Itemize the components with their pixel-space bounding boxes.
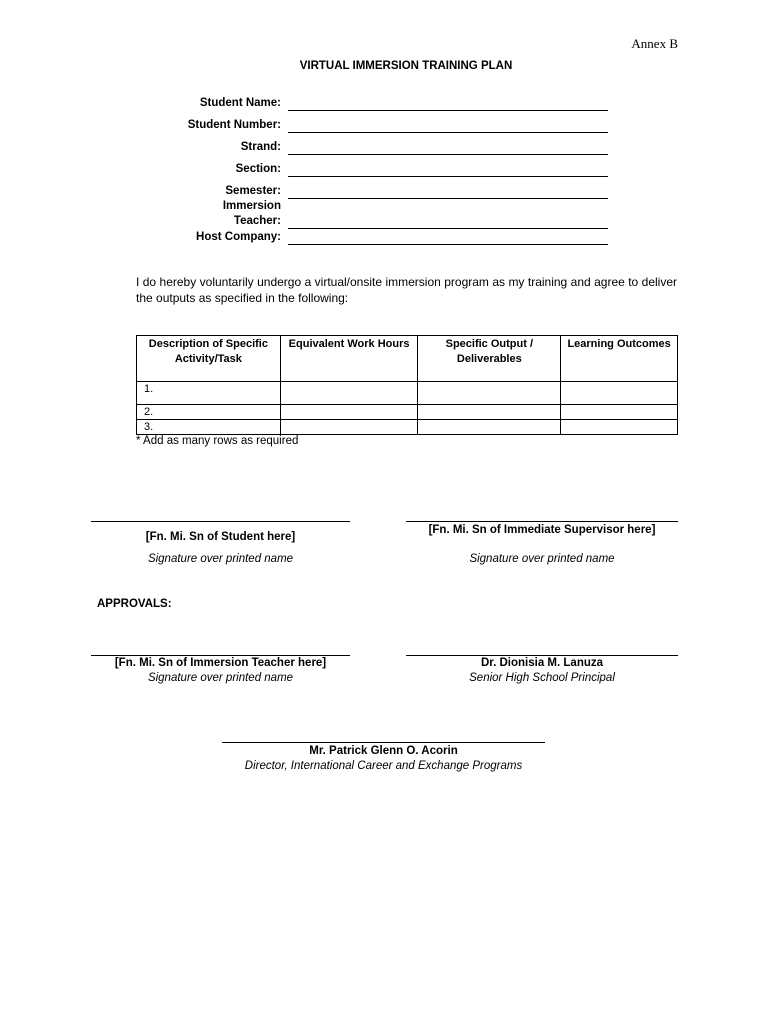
supervisor-signature-line[interactable]	[406, 521, 678, 522]
section-label: Section:	[235, 163, 281, 175]
table-cell[interactable]	[280, 382, 418, 405]
host-company-label: Host Company:	[196, 231, 281, 243]
page-title: VIRTUAL IMMERSION TRAINING PLAN	[299, 60, 513, 72]
semester-label: Semester:	[225, 185, 281, 197]
col-header-outcomes: Learning Outcomes	[561, 336, 678, 382]
row-number: 2.	[137, 405, 281, 420]
section-line[interactable]	[288, 176, 608, 177]
table-cell[interactable]	[418, 382, 561, 405]
host-company-line[interactable]	[288, 244, 608, 245]
table-header-row	[137, 336, 678, 382]
table-cell[interactable]	[561, 405, 678, 420]
table-cell[interactable]	[280, 405, 418, 420]
student-number-label: Student Number:	[187, 119, 281, 131]
table-cell[interactable]	[561, 420, 678, 435]
student-name-label: Student Name:	[199, 97, 281, 109]
col-header-hours: Equivalent Work Hours	[280, 336, 418, 382]
principal-name: Dr. Dionisia M. Lanuza	[480, 657, 604, 669]
row-number: 3.	[137, 420, 281, 435]
immersion-teacher-label-2: Teacher:	[233, 215, 281, 227]
strand-label: Strand:	[240, 141, 281, 153]
student-name-placeholder: [Fn. Mi. Sn of Student here]	[145, 531, 296, 543]
director-signature-line[interactable]	[222, 742, 545, 743]
teacher-name-placeholder: [Fn. Mi. Sn of Immersion Teacher here]	[114, 657, 327, 669]
col-header-output: Specific Output / Deliverables	[418, 336, 561, 382]
semester-line[interactable]	[288, 198, 608, 199]
row-number: 1.	[137, 382, 281, 405]
student-sig-caption: Signature over printed name	[147, 553, 294, 565]
table-row	[137, 405, 678, 420]
annex-label: Annex B	[631, 36, 678, 51]
approvals-heading: APPROVALS:	[97, 598, 172, 610]
strand-line[interactable]	[288, 154, 608, 155]
teacher-sig-caption: Signature over printed name	[147, 672, 294, 684]
student-number-line[interactable]	[288, 132, 608, 133]
statement-paragraph: I do hereby voluntarily undergo a virtual/onsite immersion program as my training and agree to deliver the outputs as specified in the following:	[136, 275, 677, 305]
table-note: * Add as many rows as required	[136, 435, 299, 447]
student-name-line[interactable]	[288, 110, 608, 111]
director-name: Mr. Patrick Glenn O. Acorin	[309, 745, 458, 757]
table-cell[interactable]	[280, 420, 418, 435]
table-cell[interactable]	[418, 420, 561, 435]
director-title: Director, International Career and Exchange Programs	[244, 760, 523, 772]
table-cell[interactable]	[418, 405, 561, 420]
principal-title: Senior High School Principal	[469, 672, 615, 684]
supervisor-sig-caption: Signature over printed name	[469, 553, 615, 565]
immersion-teacher-line[interactable]	[288, 228, 608, 229]
table-cell[interactable]	[561, 382, 678, 405]
table-row	[137, 420, 678, 435]
student-signature-line[interactable]	[91, 521, 350, 522]
col-header-description: Description of Specific Activity/Task	[137, 336, 281, 382]
training-plan-table	[136, 335, 678, 435]
supervisor-name-placeholder: [Fn. Mi. Sn of Immediate Supervisor here]	[428, 524, 656, 536]
immersion-teacher-label-1: Immersion	[222, 200, 281, 212]
table-row	[137, 382, 678, 405]
